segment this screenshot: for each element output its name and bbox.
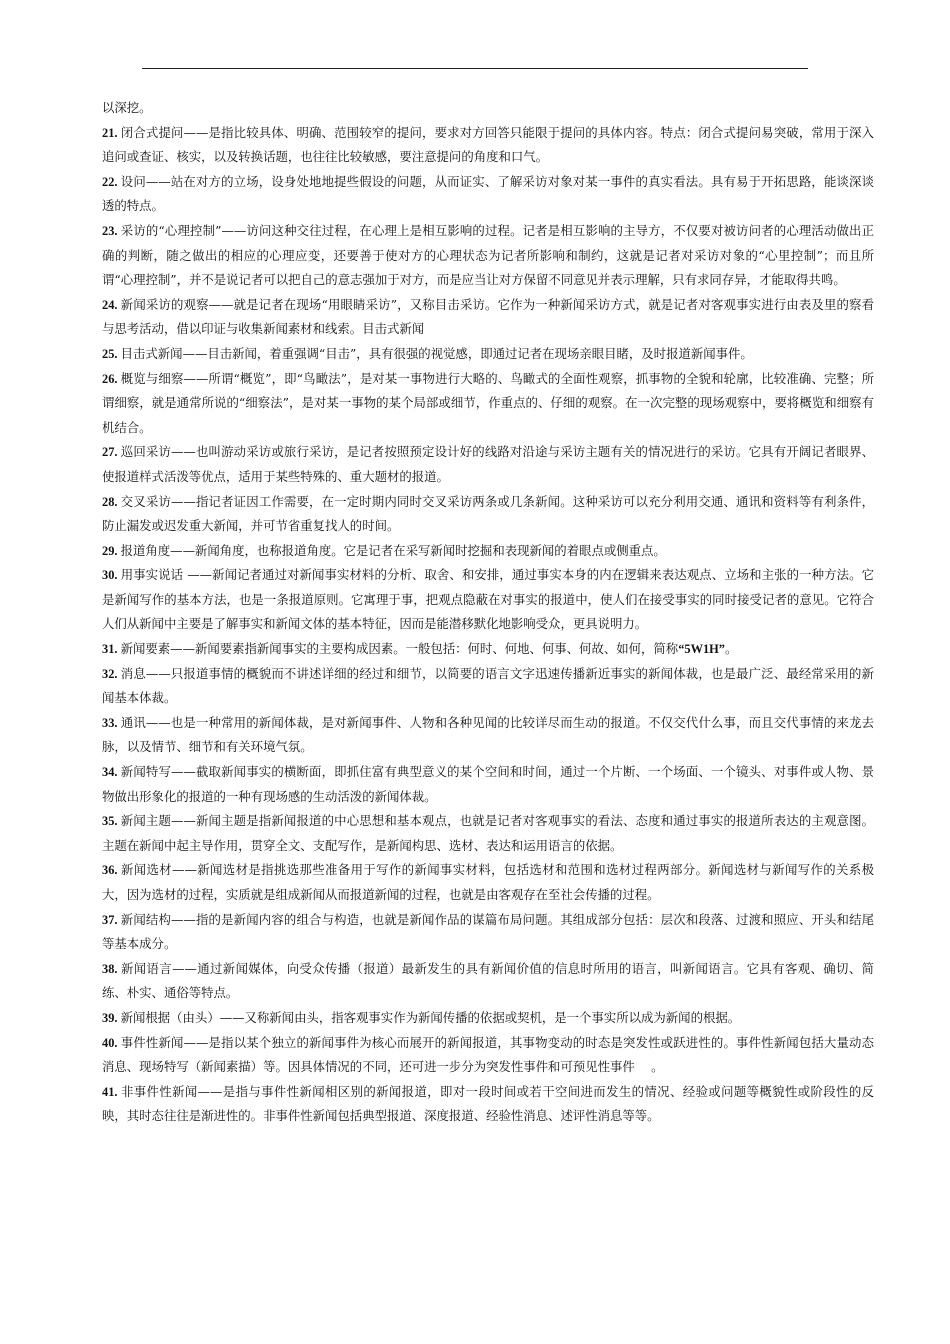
entry-number: 36. [102, 863, 118, 878]
entry-25 [102, 342, 874, 367]
entry-number: 27. [102, 445, 118, 460]
entry-term: 设问 [120, 173, 146, 189]
entry-term: 新闻根据（由头） [120, 1009, 220, 1025]
entry-number: 41. [102, 1084, 118, 1099]
entry-number: 38. [102, 961, 118, 976]
entry-definition: ——通过新闻媒体，向受众传播（报道）最新发生的具有新闻价值的信息时所用的语言，叫新闻语言。它具有客观、确切、简练、朴实、通俗等特点。 [102, 960, 874, 1001]
entry-tail: 。 [725, 641, 738, 657]
entry-definition: ——新闻要素指新闻事实的主要构成因素。一般包括：何时、何地、何事、何故、如何，简称 [170, 641, 679, 657]
entry-35 [102, 809, 874, 858]
entry-term: 闭合式提问 [120, 124, 184, 140]
entry-term: 新闻要素 [120, 641, 171, 657]
entry-36 [102, 858, 874, 907]
entry-definition: ——目击新闻，着重强调“目击”，具有很强的视觉感，即通过记者在现场亲眼目睹，及时报道新闻事件。 [182, 345, 753, 361]
entry-number: 22. [102, 174, 118, 189]
entry-term: 消息 [120, 665, 146, 681]
entry-41 [102, 1080, 874, 1129]
entry-term: 新闻结构 [120, 911, 172, 927]
entry-number: 34. [102, 765, 118, 780]
entry-term: 非事件性新闻 [120, 1083, 198, 1099]
entry-term: 事件性新闻 [120, 1034, 184, 1050]
entry-34 [102, 760, 874, 809]
entry-term: 用事实说话 [120, 567, 188, 583]
entry-23 [102, 219, 874, 293]
entry-term: 新闻特写 [120, 764, 172, 780]
entry-number: 37. [102, 912, 118, 927]
entry-term: 新闻采访的观察 [120, 296, 209, 312]
entry-number: 28. [102, 494, 118, 509]
entry-definition: ——新闻选材是指挑选那些准备用于写作的新闻事实材料，包括选材和范围和选材过程两部分。新闻选材与新闻写作的关系极大，因为选材的过程，实质就是组成新闻从而报道新闻的过程，也就是由客观存在至社会传播的过程。 [102, 862, 874, 902]
entry-30 [102, 563, 874, 637]
entry-term: 概览与细察 [120, 370, 184, 386]
entry-term: 新闻主题 [120, 813, 172, 829]
entry-number: 26. [102, 371, 118, 386]
entry-definition: ——也是一种常用的新闻体裁，是对新闻事件、人物和各种见闻的比较详尽而生动的报道。不仅交代什么事，而且交代事情的来龙去脉，以及情节、细节和有关环境气氛。 [102, 714, 875, 755]
entry-abbreviation: “5W1H” [678, 642, 725, 657]
entry-definition: ——新闻主题是指新闻报道的中心思想和基本观点，也就是记者对客观事实的看法、态度和通过事实的报道所表达的主观意图。主题在新闻中起主导作用，贯穿全文、支配写作，是新闻构思、选材、表达和运用语言的依据。 [102, 813, 875, 853]
entry-term: 巡回采访 [120, 444, 172, 460]
entry-definition: ——是指与事件性新闻相区别的新闻报道，即对一段时间或若干空间进而发生的情况、经验或问题等概貌性或阶段性的反映，其时态往往是渐进性的。非事件性新闻包括典型报道、深度报道、经验性消息、述评性消息等等。 [102, 1083, 874, 1124]
entry-29 [102, 539, 874, 564]
entry-33 [102, 711, 874, 760]
entry-number: 35. [102, 814, 118, 829]
entry-26 [102, 367, 874, 441]
entry-term: 新闻语言 [120, 960, 173, 976]
entry-number: 33. [102, 715, 118, 730]
entry-number: 31. [102, 642, 118, 657]
entry-definition: ——也叫游动采访或旅行采访，是记者按照预定设计好的线路对沿途与采访主题有关的情况进行的采访。它具有开阔记者眼界、使报道样式活泼等优点，适用于某些特殊的、重大题材的报道。 [102, 444, 875, 484]
entry-24 [102, 293, 874, 342]
entry-38 [102, 957, 874, 1006]
entry-number: 25. [102, 346, 118, 361]
entry-number: 29. [102, 543, 118, 558]
entry-27 [102, 440, 874, 489]
entry-definition: ——站在对方的立场，设身处地地提些假设的问题，从而证实、了解采访对象对某一事件的真实看法。具有易于开拓思路，能谈深谈透的特点。 [102, 173, 875, 214]
entry-40 [102, 1031, 874, 1080]
entry-definition: ——访问这种交往过程，在心理上是相互影响的过程。记者是相互影响的主导方，不仅要对被访问者的心理活动做出正确的判断，随之做出的相应的心理应变，还要善于使对方的心理状态为记者所影响和制约，这就是记者对采访对象的“心里控制”；而且所谓“心理控制”，并不是说记者可以把自己的意志强加于对方，而是应当让对方保留不同意见并表示理解，只有求同存异，才能取得共鸣。 [102, 222, 874, 288]
entry-22 [102, 170, 874, 219]
entry-39 [102, 1006, 874, 1031]
entry-definition: ——是指以某个独立的新闻事件为核心而展开的新闻报道，其事物变动的时态是突发性或跃进性的。事件性新闻包括大量动态消息、现场特写（新闻素描）等。因具体情况的不同，还可进一步分为突发性事件和可预见性事件 。 [102, 1034, 875, 1075]
entry-definition: ——新闻角度，也称报道角度。它是记者在采写新闻时挖掘和表现新闻的着眼点或侧重点。 [170, 542, 666, 558]
entry-definition: ——截取新闻事实的横断面，即抓住富有典型意义的某个空间和时间，通过一个片断、一个场面、一个镜头、对事件或人物、景物做出形象化的报道的一种有现场感的生动活泼的新闻体裁。 [102, 764, 875, 804]
entry-definition: ——就是记者在现场“用眼睛采访”，又称目击采访。它作为一种新闻采访方式，就是记者对客观事实进行由表及里的察看与思考活动，借以印证与收集新闻素材和线索。目击式新闻 [102, 296, 875, 337]
continuation-line: 以深挖。 [102, 100, 152, 115]
entry-definition: ——只报道事情的概貌而不讲述详细的经过和细节，以简要的语言文字迅速传播新近事实的新闻体裁，也是最广泛、最经常采用的新闻基本体裁。 [102, 665, 875, 706]
entry-number: 23. [102, 223, 118, 238]
entry-definition: ——指的是新闻内容的组合与构造，也就是新闻作品的谋篇布局问题。其组成部分包括：层次和段落、过渡和照应、开头和结尾等基本成分。 [102, 911, 875, 952]
entry-number: 30. [102, 568, 118, 583]
entry-term: 采访的“心理控制” [120, 222, 222, 238]
entry-definition: ——指记者证因工作需要，在一定时期内同时交叉采访两条或几条新闻。这种采访可以充分利用交通、通讯和资料等有利条件，防止漏发或迟发重大新闻，并可节省重复找人的时间。 [102, 493, 875, 534]
entry-number: 24. [102, 297, 118, 312]
entry-number: 39. [102, 1010, 118, 1025]
entry-number: 40. [102, 1035, 118, 1050]
entry-term: 交叉采访 [120, 493, 172, 509]
entry-term: 新闻选材 [120, 862, 173, 878]
entry-37 [102, 908, 874, 957]
entry-28 [102, 490, 874, 539]
entry-definition: ——新闻记者通过对新闻事实材料的分析、取舍、和安排，通过事实本身的内在逻辑来表达观点、立场和主张的一种方法。它是新闻写作的基本方法，也是一条报道原则。它寓理于事，把观点隐蔽在对事实的报道中，使人们在接受事实的同时接受记者的意见。它符合人们从新闻中主要是了解事实和新闻文体的基本特征，因而是能潜移默化地影响受众，更具说明力。 [102, 567, 874, 632]
entry-definition: ——又称新闻由头，指客观事实作为新闻传播的依据或契机，是一个事实所以成为新闻的根据。 [219, 1009, 741, 1025]
entry-term: 报道角度 [120, 542, 171, 558]
entry-number: 21. [102, 125, 118, 140]
entry-term: 目击式新闻 [120, 345, 183, 361]
entry-31 [102, 637, 874, 662]
glossary-content [102, 96, 874, 1129]
header-rule [142, 68, 808, 69]
entry-32 [102, 662, 874, 711]
entry-number: 32. [102, 666, 118, 681]
entry-definition: ——是指比较具体、明确、范围较窄的提问，要求对方回答只能限于提问的具体内容。特点：闭合式提问易突破，常用于深入追问或查证、核实，以及转换话题，也往往比较敏感，要注意提问的角度和口气。 [102, 124, 875, 165]
entry-21 [102, 121, 874, 170]
entry-definition: ——所谓“概览”，即“鸟瞰法”，是对某一事物进行大略的、鸟瞰式的全面性观察，抓事物的全貌和轮廓，比较准确、完整；所谓细察，就是通常所说的“细察法”，是对某一事物的某个局部或细节，作重点的、仔细的观察。在一次完整的现场观察中，要将概览和细察有机结合。 [102, 370, 875, 435]
entry-term: 通讯 [120, 714, 146, 730]
